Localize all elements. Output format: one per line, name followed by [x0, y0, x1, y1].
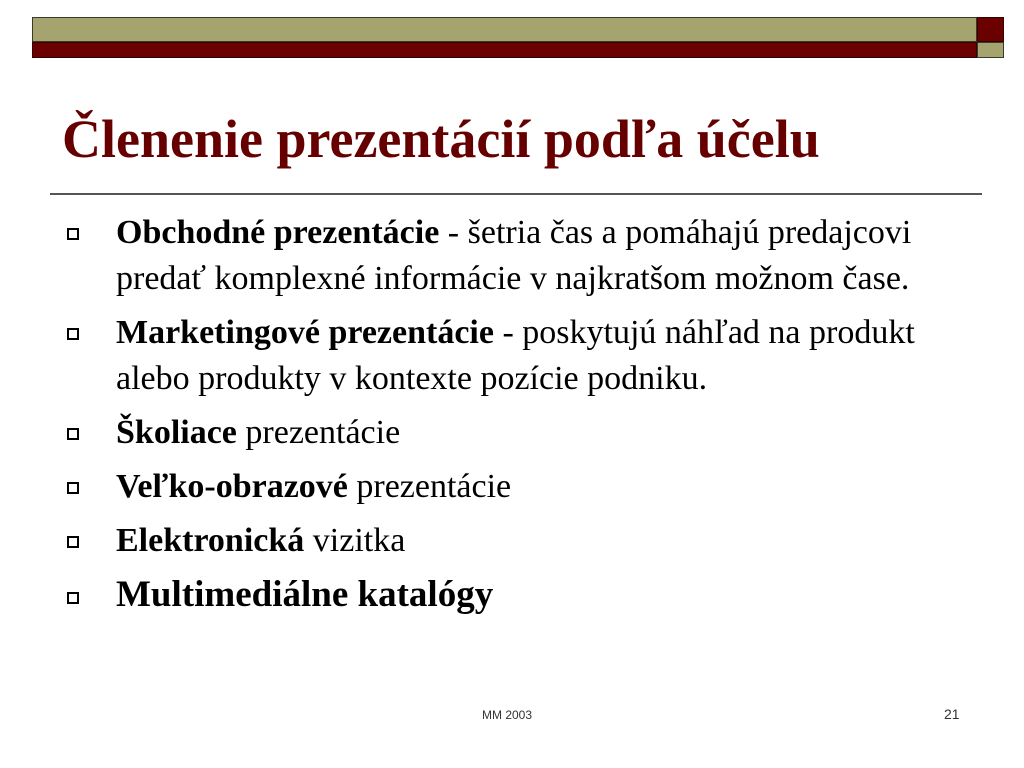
hollow-square-icon — [67, 536, 79, 548]
slide-title: Členenie prezentácií podľa účelu — [62, 109, 820, 169]
hollow-square-icon — [67, 482, 79, 494]
list-item — [64, 464, 944, 510]
bullet-text: - šetria čas a pomáhajú predajcovi predať komplexné informácie v najkratšom možnom čase. — [116, 214, 912, 297]
bullet-term: Elektronická — [116, 522, 305, 559]
header-corner-square-bottom — [977, 42, 1004, 58]
bullet-term: Veľko-obrazové — [116, 468, 348, 505]
bullet-term: Marketingové prezentácie — [116, 314, 494, 351]
hollow-square-icon — [67, 428, 79, 440]
bullet-text: vizitka — [304, 522, 406, 559]
hollow-square-icon — [67, 592, 79, 604]
bullet-term: Obchodné prezentácie — [116, 214, 440, 251]
bullet-text: prezentácie — [236, 414, 401, 451]
hollow-square-icon — [67, 328, 79, 340]
header-band-maroon — [32, 42, 977, 58]
bullet-text: - poskytujú náhľad na produkt alebo produkty v kontexte pozície podniku. — [116, 314, 915, 397]
bullet-text: prezentácie — [347, 468, 512, 505]
header-band-olive — [32, 17, 977, 42]
list-item — [64, 410, 944, 456]
list-item — [64, 518, 944, 564]
footer-label: MM 2003 — [482, 708, 533, 722]
page-number: 21 — [944, 706, 960, 722]
hollow-square-icon — [67, 228, 79, 240]
header-corner-square-top — [977, 17, 1004, 42]
list-item — [64, 210, 944, 302]
bullet-term: Školiace — [116, 414, 237, 451]
bullet-list — [64, 210, 944, 626]
list-item — [64, 572, 944, 618]
title-divider — [50, 193, 982, 195]
list-item — [64, 310, 944, 402]
bullet-term: Multimediálne katalógy — [116, 574, 494, 615]
